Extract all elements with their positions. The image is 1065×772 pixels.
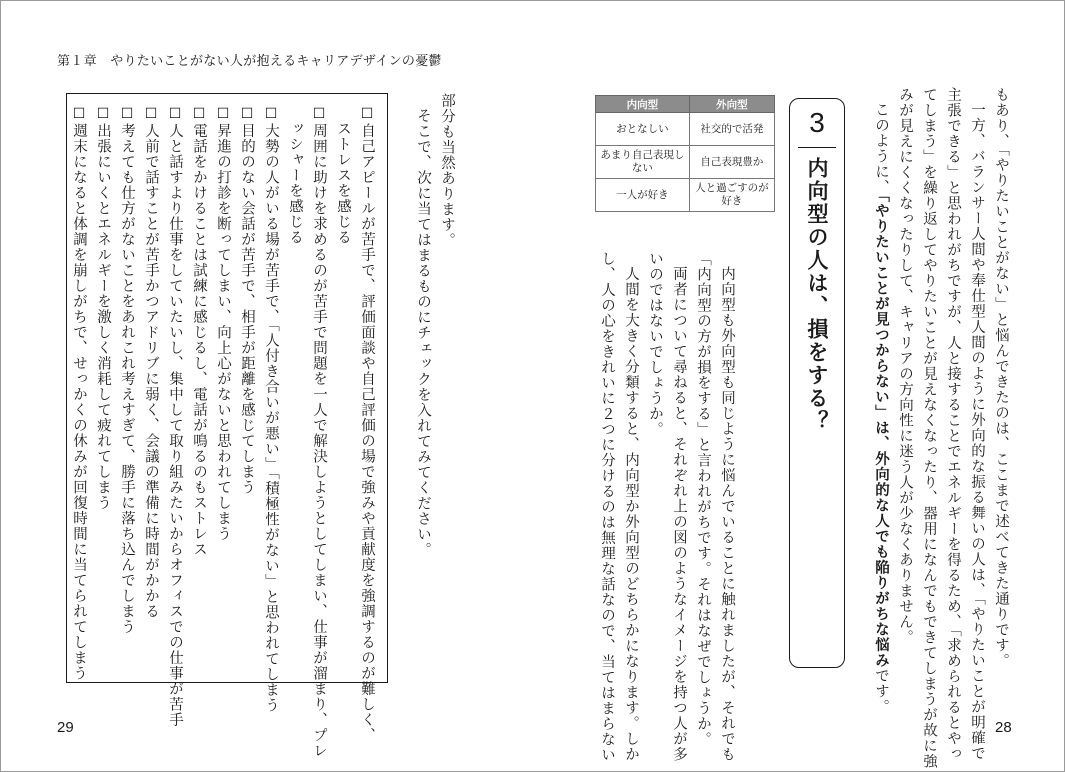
checkbox-icon[interactable]: ☐ (95, 106, 111, 123)
table-cell: おとなしい (596, 113, 690, 146)
checklist-item (91, 106, 115, 759)
text-line: 内向型も外向型も同じように悩んでいることに触れましたが、それでも (719, 265, 735, 762)
table-row (596, 113, 775, 146)
checklist-text: 大勢の人がいる場が苦手で、「人付き合いが悪い」「積極性がない」と思われてしまう (263, 123, 279, 713)
checklist-text: 周囲に助けを求めるのが苦手で問題を一人で解決しようとしてしまい、仕事が溜まり、プレ (311, 123, 327, 759)
text-line: 両者について尋ねると、それぞれ上の図のようなイメージを持つ人が多 (671, 265, 687, 762)
checklist-box (66, 93, 388, 759)
page-number-left: 29 (57, 719, 74, 736)
summary-suffix: です。 (873, 667, 889, 715)
section-divider (798, 147, 836, 148)
checklist-item (67, 106, 91, 759)
checkbox-icon[interactable]: ☐ (191, 106, 207, 123)
section-title: 内向型の人は、損をする？ (805, 157, 829, 433)
introvert-extrovert-table (595, 95, 775, 212)
table-cell: あまり自己表現しない (596, 146, 690, 179)
text-line: みが見えにくくなったりして、キャリアの方向性に迷う人が少なくありません。 (897, 87, 913, 645)
section-heading-box (789, 98, 845, 668)
checkbox-icon[interactable]: ☐ (119, 106, 135, 123)
checklist-item (355, 106, 379, 759)
checklist-item (259, 106, 283, 759)
text-line: もあり、「やりたいことがない」と悩んできたのは、ここまで述べてきた通りです。 (993, 87, 1009, 669)
checkbox-icon[interactable]: ☐ (143, 106, 159, 123)
text-line: し、人の心をきれいに２つに分けるのは無理な話なので、当てはまらない (599, 251, 615, 763)
text-line: 「内向型の方が損をする」と言われがちです。それはなぜでしょうか。 (695, 251, 711, 747)
text-line: いのではないでしょうか。 (647, 251, 663, 437)
summary-line (869, 87, 893, 715)
summary-prefix: このように、 (873, 101, 889, 195)
checklist-item-continuation: ストレスを感じる (335, 120, 351, 245)
checkbox-icon[interactable]: ☐ (167, 106, 183, 123)
table-header: 内向型 (596, 96, 690, 113)
checklist-item (139, 106, 163, 759)
table-cell: 自己表現豊か (689, 146, 774, 179)
table-cell: 一人が好き (596, 179, 690, 212)
checklist-item-continuation: ッシャーを感じる (287, 120, 303, 245)
checklist-text: 人と話すより仕事をしていたいし、集中して取り組みたいからオフィスでの仕事が苦手 (167, 123, 183, 728)
text-line: 人間を大きく分類すると、内向型か外向型のどちらかになります。しか (623, 265, 639, 762)
section-number: 3 (809, 107, 825, 138)
table-cell: 社交的で活発 (689, 113, 774, 146)
right-body-text (595, 251, 739, 763)
checkbox-icon[interactable]: ☐ (215, 106, 231, 123)
checklist-text: 考えても仕方がないことをあれこれ考えすぎて、勝手に落ち込んでしまう (119, 123, 135, 635)
checklist-text: 昇進の打診を断ってしまい、向上心がないと思われてしまう (215, 123, 231, 542)
checkbox-icon[interactable]: ☐ (311, 106, 327, 123)
text-line: 一方、バランサー人間や奉仕型人間のように外向的な振る舞いの人は、「やりたいことが明確で (969, 101, 985, 761)
summary-emphasis: 「やりたいことが見つからない」は、外向的な人でも陥りがちな悩み (873, 194, 889, 668)
checklist-text: 目的のない会話が苦手で、相手が距離を感じてしまう (239, 123, 255, 495)
checklist-text: 人前で話すことが苦手かつアドリブに弱く、会議の準備に時間がかかる (143, 123, 159, 619)
checkbox-icon[interactable]: ☐ (263, 106, 279, 123)
table-row (596, 146, 775, 179)
text-line: 主張できる」と思われがちですが、人と接することでエネルギーを得るため、「求められるとやっ (945, 87, 961, 762)
checklist-item (235, 106, 259, 759)
checkbox-icon[interactable]: ☐ (71, 106, 87, 123)
table-header: 外向型 (689, 96, 774, 113)
running-head: 第１章 やりたいことがない人が抱えるキャリアデザインの憂鬱 (57, 54, 442, 69)
text-line: そこで、次に当てはまるものにチェックを入れてみてください。 (415, 107, 431, 557)
left-intro-text (411, 93, 459, 683)
checklist-text: 電話をかけることは試練に感じるし、電話が鳴るのもストレス (191, 123, 207, 557)
table-row (596, 179, 775, 212)
checkbox-icon[interactable]: ☐ (359, 106, 375, 123)
table-header-row (596, 96, 775, 113)
checklist-text: 出張にいくとエネルギーを激しく消耗して疲れてしまう (95, 123, 111, 511)
checklist-item (163, 106, 187, 759)
text-line: 部分も当然あります。 (439, 93, 455, 248)
table-cell: 人と過ごすのが好き (689, 179, 774, 212)
checklist (67, 106, 379, 759)
text-line: てしまう」を繰り返してやりたいことが見えなくなったり、器用になんでもできてしまうが故に強 (921, 87, 937, 769)
checklist-item (307, 106, 331, 759)
checkbox-icon[interactable]: ☐ (239, 106, 255, 123)
checklist-item (187, 106, 211, 759)
checklist-item (211, 106, 235, 759)
checklist-item (115, 106, 139, 759)
checklist-text: 週末になると体調を崩しがちで、せっかくの休みが回復時間に当てられてしまう (71, 123, 87, 681)
checklist-text: 自己アピールが苦手で、評価面談や自己評価の場で強みや貢献度を強調するのが難しく、 (359, 123, 375, 743)
page-number-right: 28 (995, 719, 1012, 736)
